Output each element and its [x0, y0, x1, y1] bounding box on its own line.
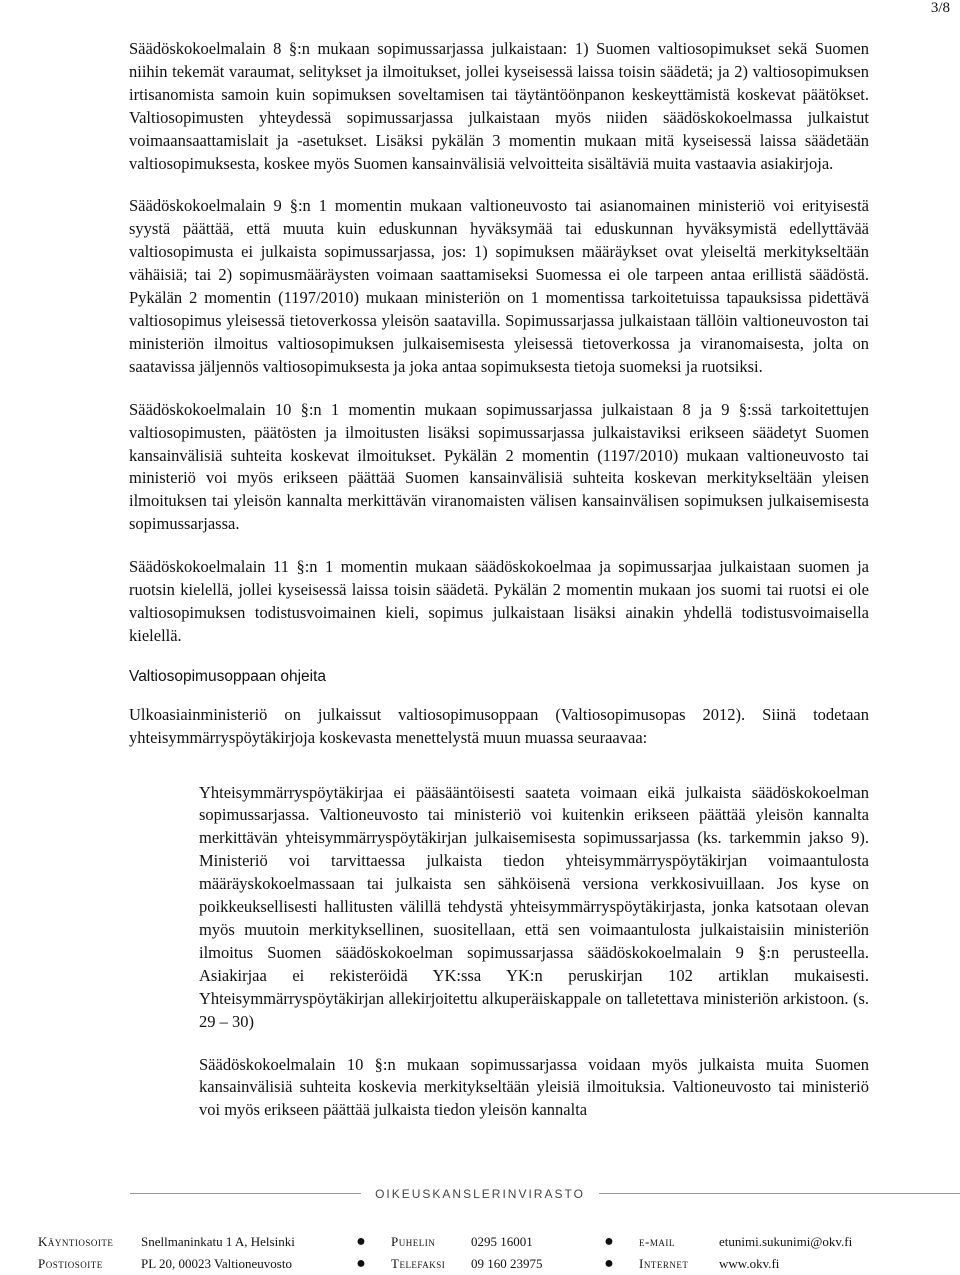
footer-row-postal [38, 1253, 928, 1275]
phone-label: Puhelin [391, 1234, 436, 1249]
paragraph-section-8: Säädöskokoelmalain 8 §:n mukaan sopimussarjassa julkaistaan: 1) Suomen valtiosopimukset sekä Suomen niihin tekemät varaumat, selitykset ja ilmoitukset, jollei kyseisessä laissa toisin säädetä; ja 2) valtiosopimuksen irtisanomista samoin kuin sopimuksen soveltamisen tai täytäntöönpanon keskeyttämistä koskevat päätökset. Valtiosopimusten yhteydessä sopimussarjassa julkaistaan myös niiden säädöskokoelmassa julkaistut voimaansaattamislait ja -asetukset. Lisäksi pykälän 3 momentin mukaan mitä kyseisessä laissa säädetään valtiosopimuksesta, koskee myös Suomen kansainvälisiä velvoitteita sisältäviä muita vastaavia asiakirjoja. [129, 39, 869, 173]
section-heading: Valtiosopimusoppaan ohjeita [129, 667, 327, 685]
footer-logo [0, 1185, 960, 1203]
bullet-icon: ● [604, 1233, 614, 1250]
email-address: etunimi.sukunimi@okv.fi [719, 1234, 853, 1249]
bullet-icon: ● [356, 1233, 366, 1250]
paragraph-section-11: Säädöskokoelmalain 11 §:n 1 momentin mukaan säädöskokoelmaa ja sopimussarjaa julkaistaan suomen ja ruotsin kielellä, jollei kyseisessä laissa toisin säädetä. Pykälän 2 momentin mukaan jos suomi tai ruotsi ei ole valtiosopimuksen todistusvoimainen kieli, sopimus julkaistaan lisäksi ainakin yhdellä todistusvoimaisella kielellä. [129, 557, 869, 645]
agency-name: OIKEUSKANSLERINVIRASTO [361, 1187, 599, 1201]
paragraph-section-10: Säädöskokoelmalain 10 §:n 1 momentin mukaan sopimussarjassa julkaistaan 8 ja 9 §:ssä tarkoitettujen valtiosopimusten, päätösten ja ilmoitusten lisäksi sopimussarjassa julkaistaviksi erikseen säädetyt Suomen kansainvälisiä suhteita koskevat ilmoitukset. Pykälän 2 momentin (1197/2010) mukaan valtioneuvosto tai ministeriö voi myös erikseen päättää Suomen kansainvälisiä suhteita koskevan merkitykseltään yleisen ilmoituksen tai yleisön kannalta merkittävän viranomaisten välisen kansainvälisen sopimuksen julkaisemisesta sopimussarjassa. [129, 399, 869, 534]
bullet-icon: ● [356, 1255, 366, 1272]
quote-paragraph: Säädöskokoelmalain 10 §:n mukaan sopimussarjassa voidaan myös julkaista muita Suomen kansainvälisiä suhteita koskevia merkitykseltään yleisiä ilmoituksia. Valtioneuvosto tai ministeriö voi myös erikseen päättää julkaista tiedon yleisön kannalta [199, 1054, 869, 1120]
page-number: 3/8 [930, 0, 950, 16]
quote-paragraph: Yhteisymmärryspöytäkirjaa ei pääsääntöisesti saateta voimaan eikä julkaista säädöskokoelman sopimussarjassa. Valtioneuvosto tai ministeriö voi kuitenkin erikseen päättää yleisön kannalta merkittävän yhteisymmärryspöytäkirjan julkaisemisesta sopimussarjassa (ks. tarkemmin jakso 9). Ministeriö voi tarvittaessa julkaista tiedon yhteisymmärryspöytäkirjan voimaantulosta määräyskokoelmassaan tai julkaista sen sähköisenä versiona verkkosivuillaan. Jos kyse on poikkeuksellisesti hallitusten välillä tehdystä yhteisymmärryspöytäkirjasta, jonka katsotaan olevan myös muutoin merkityksellinen, suositellaan, että sen voimaantulosta julkaistaisiin ministeriön ilmoitus Suomen säädöskokoelman sopimussarjassa säädöskokoelmalain 9 §:n perusteella. Asiakirjaa ei rekisteröidä YK:ssa YK:n peruskirjan 102 artiklan mukaisesti. Yhteisymmärryspöytäkirjan allekirjoitettu alkuperäiskappale on talletettava ministeriön arkistoon. (s. 29 – 30) [199, 782, 869, 1031]
bullet-icon: ● [604, 1255, 614, 1272]
fax-label: Telefaksi [391, 1256, 446, 1271]
quoted-guidance [199, 782, 869, 1123]
fax-number: 09 160 23975 [471, 1256, 543, 1271]
internet-label: Internet [639, 1256, 689, 1271]
section-intro: Ulkoasiainministeriö on julkaissut valtiosopimusoppaan (Valtiosopimusopas 2012). Siinä todetaan yhteisymmärryspöytäkirjoja koskevasta menettelystä muun muassa seuraavaa: [129, 704, 869, 747]
visiting-address: Snellmaninkatu 1 A, Helsinki [141, 1234, 295, 1249]
postal-address-label: Postiosoite [38, 1256, 103, 1271]
email-label: e-mail [639, 1234, 675, 1249]
postal-address: PL 20, 00023 Valtioneuvosto [141, 1256, 292, 1271]
footer-row-visiting [38, 1231, 928, 1253]
footer-contact [38, 1231, 928, 1275]
visiting-address-label: Käyntiosoite [38, 1234, 114, 1249]
phone-number: 0295 16001 [471, 1234, 533, 1249]
paragraph-section-9: Säädöskokoelmalain 9 §:n 1 momentin mukaan valtioneuvosto tai asianomainen ministeriö voi erityisestä syystä päättää, että muuta kuin eduskunnan hyväksymää tai eduskunnan hyväksymistä edellyttävää valtiosopimusta ei julkaista sopimussarjassa, jos: 1) sopimuksen määräykset ovat yleiseltä merkitykseltään vähäisiä; tai 2) sopimusmääräysten voimaan saattamiseksi Suomessa ei ole tarpeen antaa erillistä säädöstä. Pykälän 2 momentin (1197/2010) mukaan ministeriön on 1 momentissa tarkoitetuissa tapauksissa pidettävä valtiosopimus yleisessä tietoverkossa yleisön saatavilla. Sopimussarjassa julkaistaan tällöin valtioneuvoston tai ministeriön ilmoitus valtiosopimuksen julkaisemisesta yleisessä tietoverkossa ja viranomaisesta, jolta on saatavissa jäljennös valtiosopimuksesta ja joka antaa sopimuksesta tietoja suomeksi ja ruotsiksi. [129, 196, 869, 376]
website-address: www.okv.fi [719, 1256, 780, 1271]
document-body [129, 38, 869, 1142]
